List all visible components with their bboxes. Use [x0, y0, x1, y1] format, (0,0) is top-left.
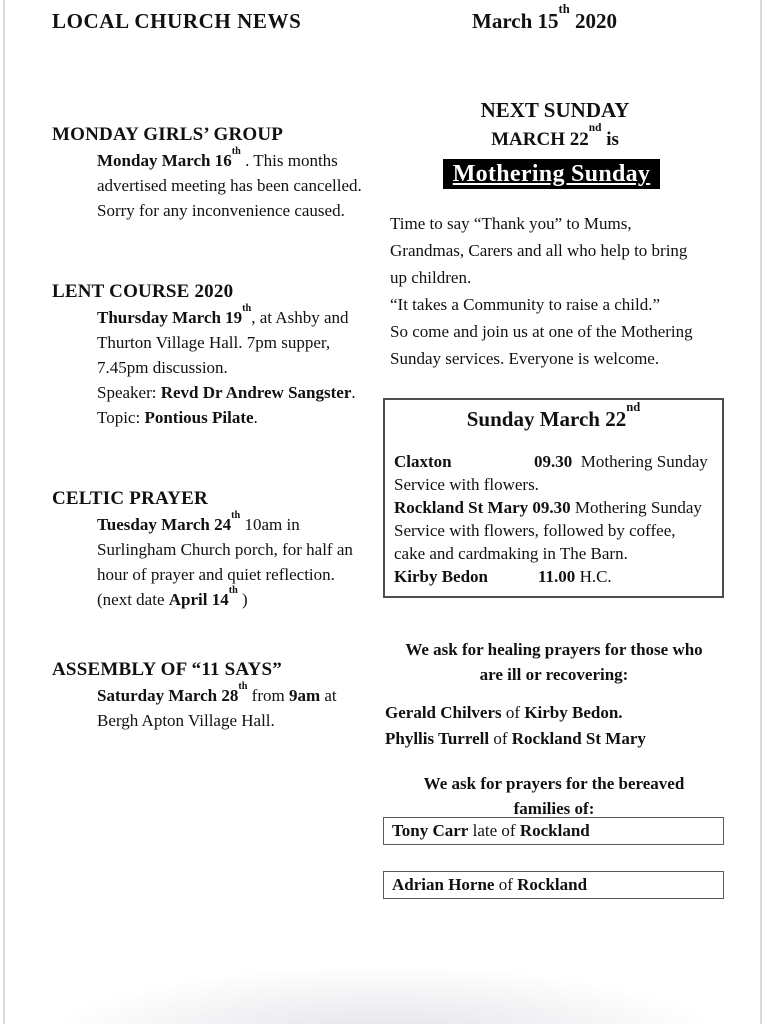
bereaved-prayers-heading: We ask for prayers for the bereaved families of:: [423, 774, 685, 818]
next-sunday-date: MARCH 22nd is: [491, 122, 619, 150]
section-heading: LENT COURSE 2020: [52, 281, 234, 302]
section-lent-course: [52, 279, 382, 430]
section-body: Tuesday March 24th 10am in Surlingham Church porch, for half an hour of prayer and quiet reflection. (next date April 14th ): [97, 509, 353, 609]
section-assembly-11-says: [52, 657, 382, 733]
mothering-sunday-banner: Mothering Sunday: [443, 159, 660, 189]
services-list: Claxton 09.30 Mothering Sunday Service with flowers. Rockland St Mary 09.30 Mothering Sunday Service with flowers, followed by coffee, cake and cardmaking in The Barn. Kirby Bedon 11.00 H.C.: [394, 452, 708, 586]
section-body: Saturday March 28th from 9am at Bergh Apton Village Hall.: [97, 680, 337, 730]
section-heading: ASSEMBLY OF “11 SAYS”: [52, 659, 282, 680]
section-celtic-prayer: [52, 486, 382, 612]
bereaved-entry-box: Adrian Horne of Rockland: [383, 871, 724, 899]
section-body: Thursday March 19th, at Ashby and Thurton Village Hall. 7pm supper, 7.45pm discussion. Speaker: Revd Dr Andrew Sangster. Topic: Pontious Pilate.: [97, 302, 356, 427]
section-body: Monday March 16th . This months advertised meeting has been cancelled. Sorry for any inconvenience caused.: [97, 145, 362, 220]
healing-prayers-heading: We ask for healing prayers for those who are ill or recovering:: [405, 640, 703, 684]
next-sunday-heading: NEXT SUNDAY: [480, 98, 630, 122]
newsletter-title: LOCAL CHURCH NEWS: [52, 9, 302, 33]
section-monday-girls-group: [52, 122, 382, 223]
section-heading: MONDAY GIRLS’ GROUP: [52, 124, 284, 145]
section-heading: CELTIC PRAYER: [52, 488, 208, 509]
services-box: [383, 398, 724, 598]
healing-prayers-names: Gerald Chilvers of Kirby Bedon. Phyllis Turrell of Rockland St Mary: [385, 703, 646, 748]
page-edge-left: [3, 0, 5, 1024]
page-edge-right: [760, 0, 762, 1024]
page-bottom-shadow: [0, 954, 768, 1024]
issue-date: March 15th 2020: [472, 2, 617, 33]
services-box-title: Sunday March 22nd: [466, 400, 641, 431]
bereaved-entry-box: Tony Carr late of Rockland: [383, 817, 724, 845]
mothering-sunday-intro: Time to say “Thank you” to Mums, Grandmas, Carers and all who help to bring up children. “It takes a Community to raise a child.” So come and join us at one of the Mothering Sunday services. Everyone is welcome.: [390, 214, 693, 368]
